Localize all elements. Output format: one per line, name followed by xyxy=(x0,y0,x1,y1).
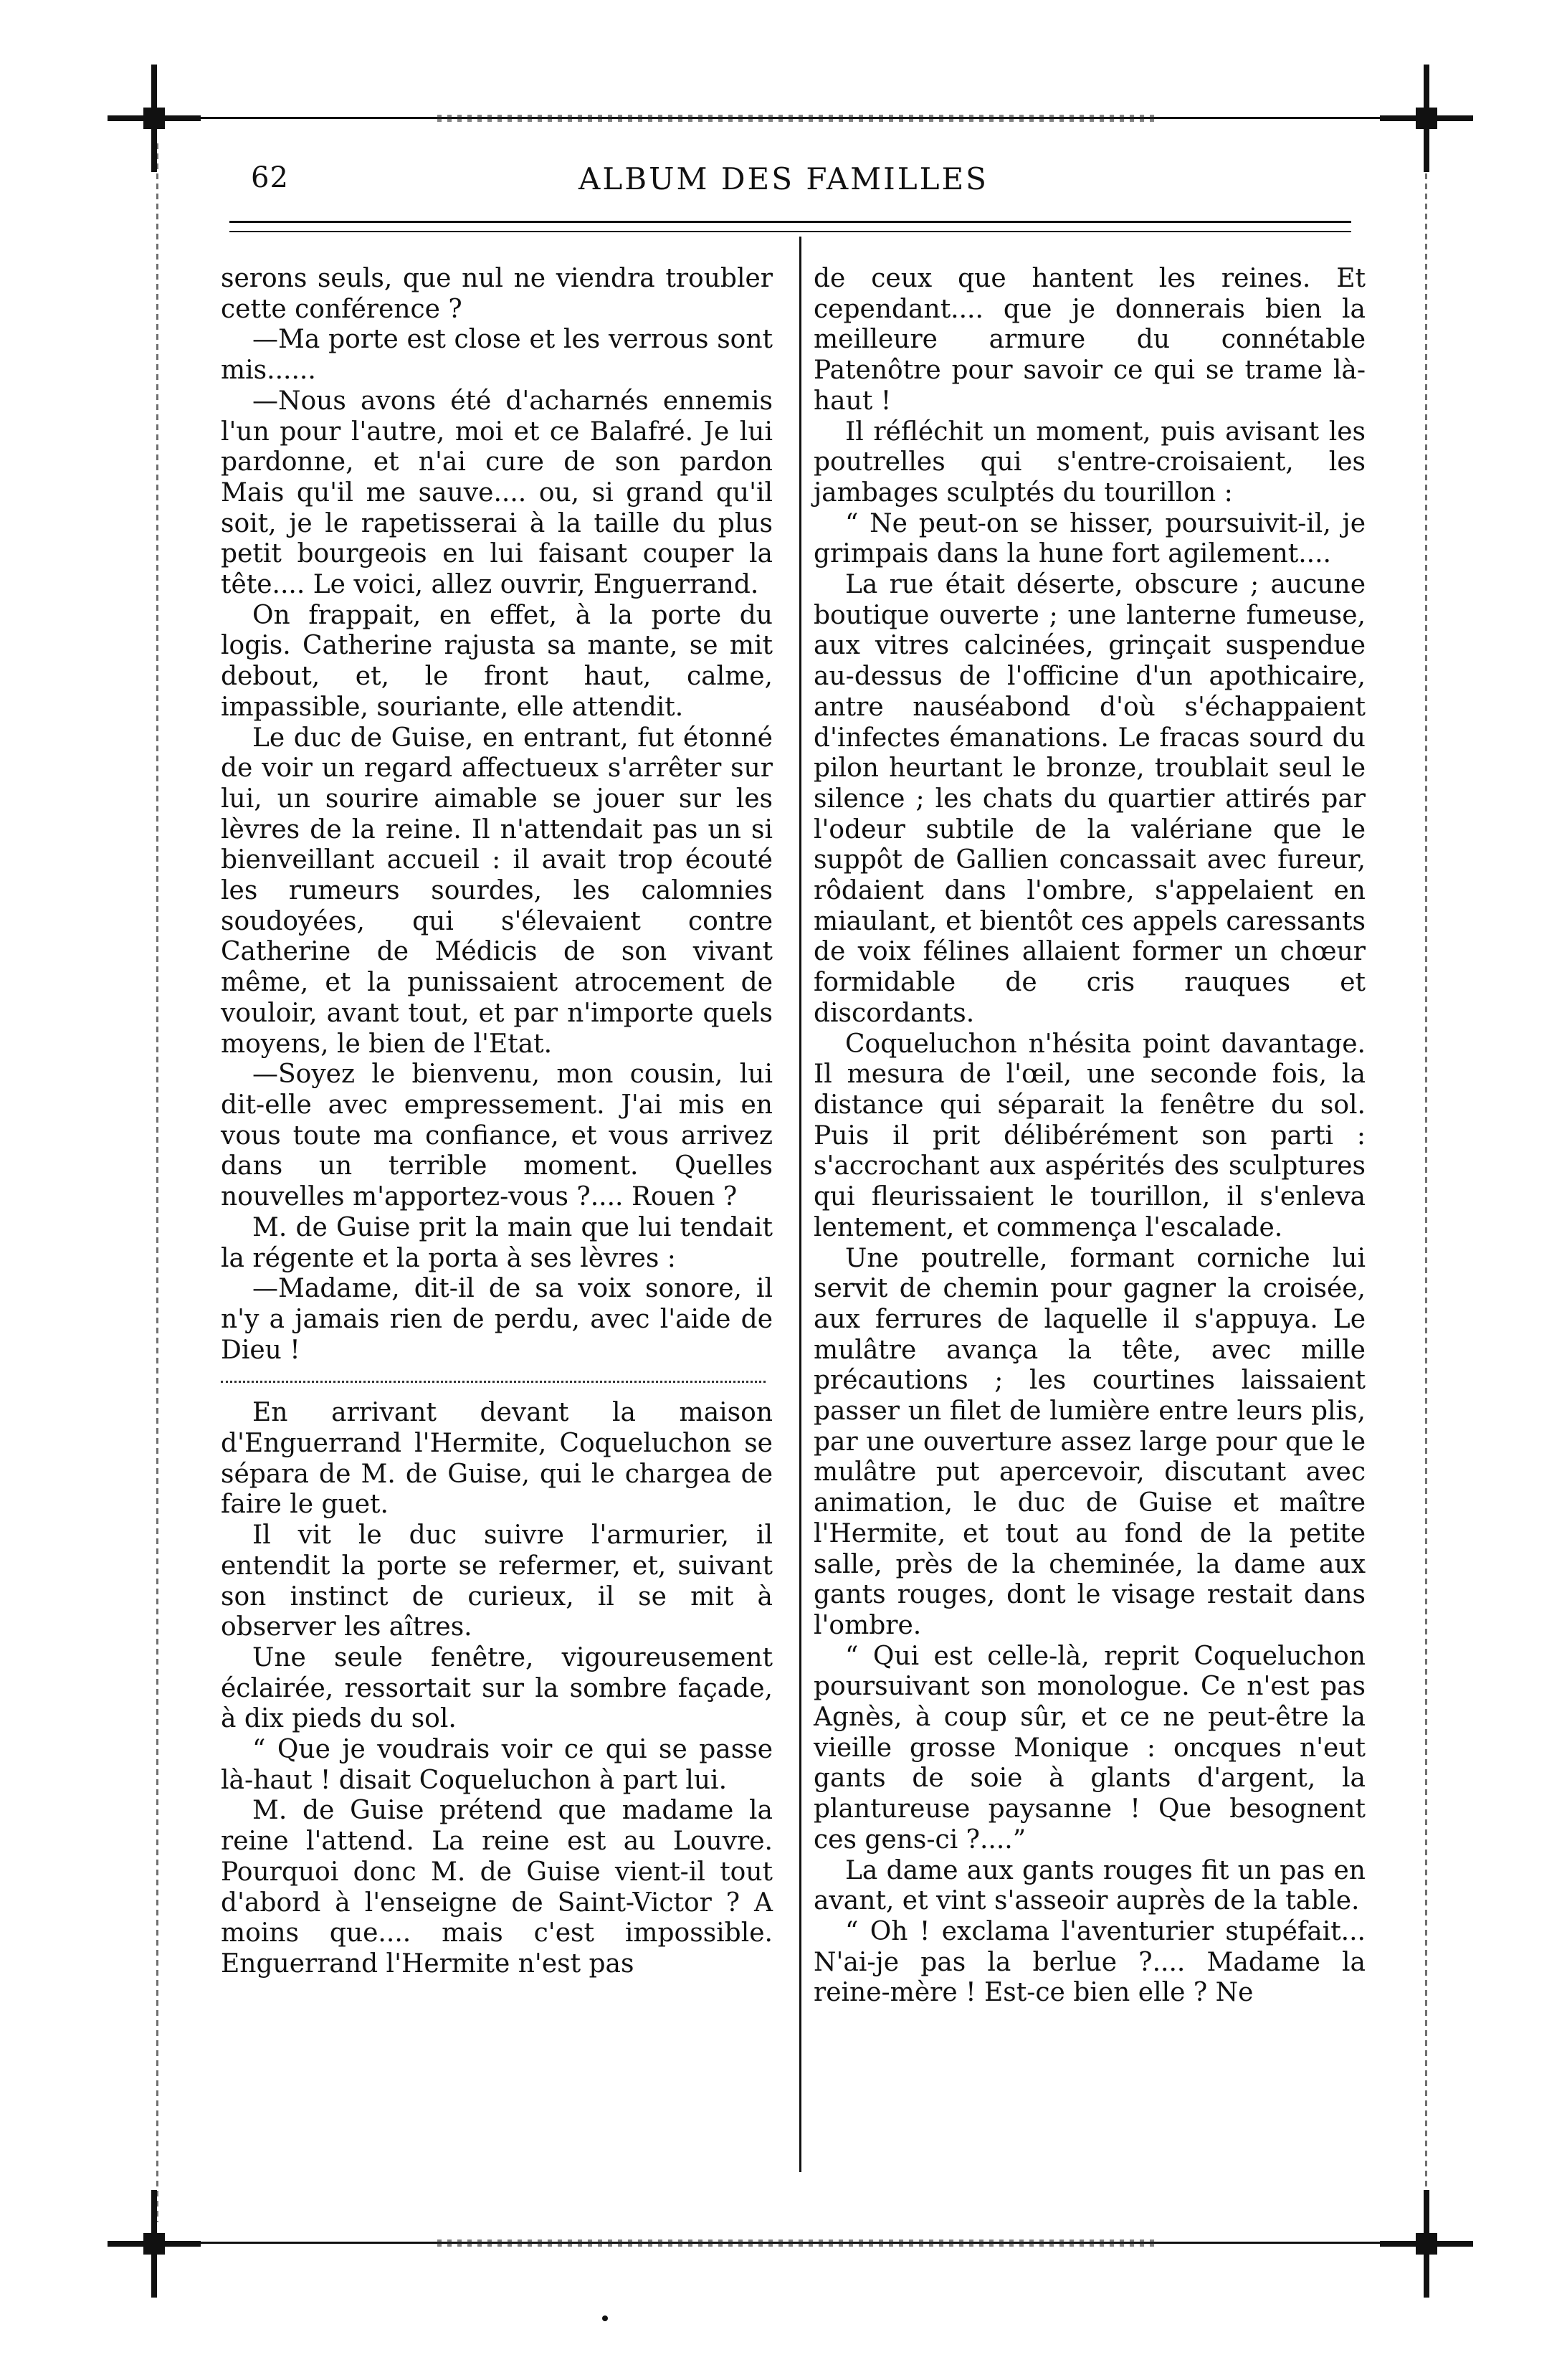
corner-cross-ornament xyxy=(108,2190,201,2298)
paragraph: —Nous avons été d'acharnés ennemis l'un pour l'autre, moi et ce Balafré. Je lui pardonne, et n'ai cure de son pardon Mais qu'il me sauve.... ou, si grand qu'il soit, je le rapetisserai à la taille du plus petit bourgeois en lui faisant couper la tête.... Le voici, allez ouvrir, Enguerrand. xyxy=(221,386,773,600)
paragraph: La rue était déserte, obscure ; aucune boutique ouverte ; une lanterne fumeuse, aux vitres calcinées, grinçait suspendue au-dessus de l'officine d'un apothicaire, antre nauséabond d'où s'échappaient d'infectes émanations. Le fracas sourd du pilon heurtant le bronze, troublait seul le silence ; les chats du quartier attirés par l'odeur subtile de la valériane que le suppôt de Gallien concassait avec fureur, rôdaient dans l'ombre, s'appelaient en miaulant, et bientôt ces appels caressants de voix félines allaient former un chœur formidable de cris rauques et discordants. xyxy=(814,570,1366,1028)
paragraph: M. de Guise prétend que madame la reine l'attend. La reine est au Louvre. Pourquoi donc M. de Guise vient-il tout d'abord à l'enseigne de Saint-Victor ? A moins que.... mais c'est impossible. Enguerrand l'Hermite n'est pas xyxy=(221,1796,773,1979)
corner-cross-ornament xyxy=(1380,2190,1473,2298)
top-border-ornament xyxy=(108,115,1462,122)
paragraph: serons seuls, que nul ne viendra troubler cette conférence ? xyxy=(221,264,773,324)
paragraph: La dame aux gants rouges fit un pas en avant, et vint s'asseoir auprès de la table. xyxy=(814,1855,1366,1916)
running-title: ALBUM DES FAMILLES xyxy=(578,161,989,196)
paragraph: En arrivant devant la maison d'Enguerrand l'Hermite, Coqueluchon se sépara de M. de Guise, qui le chargea de faire le guet. xyxy=(221,1398,773,1520)
paragraph: Une seule fenêtre, vigoureusement éclairée, ressortait sur la sombre façade, à dix pieds du sol. xyxy=(221,1642,773,1734)
paragraph: “ Ne peut-on se hisser, poursuivit-il, je grimpais dans la hune fort agilement.... xyxy=(814,508,1366,569)
left-border-ornament xyxy=(154,143,160,2222)
paragraph: de ceux que hantent les reines. Et cependant.... que je donnerais bien la meilleure armure du connétable Patenôtre pour savoir ce qui se trame là-haut ! xyxy=(814,264,1366,416)
section-break-dots xyxy=(221,1366,766,1383)
paragraph: —Ma porte est close et les verrous sont mis...... xyxy=(221,325,773,386)
paragraph: Il vit le duc suivre l'armurier, il entendit la porte se refermer, et, suivant son instinct de curieux, il se mit à observer les aîtres. xyxy=(221,1520,773,1642)
paragraph: M. de Guise prit la main que lui tendait la régente et la porta à ses lèvres : xyxy=(221,1212,773,1273)
paragraph: Coqueluchon n'hésita point davantage. Il mesura de l'œil, une seconde fois, la distance qui séparait la fenêtre du sol. Puis il prit délibérément son parti : s'accrochant aux aspérités des sculptures qui fleurissaient le tourillon, il s'enleva lentement, et commença l'escalade. xyxy=(814,1029,1366,1242)
header-rule xyxy=(229,231,1351,232)
right-border-ornament xyxy=(1423,143,1429,2222)
paragraph: —Soyez le bienvenu, mon cousin, lui dit-elle avec empressement. J'ai mis en vous toute ma confiance, et vous arrivez dans un terrible moment. Quelles nouvelles m'apportez-vous ?.... Rouen ? xyxy=(221,1060,773,1212)
paragraph: Il réfléchit un moment, puis avisant les poutrelles qui s'entre-croisaient, les jambages sculptés du tourillon : xyxy=(814,416,1366,508)
bottom-border-ornament xyxy=(108,2239,1462,2247)
paragraph: Le duc de Guise, en entrant, fut étonné de voir un regard affectueux s'arrêter sur lui, un sourire aimable se jouer sur les lèvres de la reine. Il n'attendait pas un si bienveillant accueil : il avait trop écouté les rumeurs sourdes, les calomnies soudoyées, qui s'élevaient contre Catherine de Médicis de son vivant même, et la punissaient atrocement de vouloir, avant tout, et par n'importe quels moyens, le bien de l'Etat. xyxy=(221,723,773,1059)
column-divider xyxy=(799,237,801,2172)
page-number: 62 xyxy=(251,161,289,194)
corner-cross-ornament xyxy=(1380,65,1473,172)
corner-cross-ornament xyxy=(108,65,201,172)
footer-dot xyxy=(602,2315,608,2321)
left-column xyxy=(221,264,773,1980)
header-rule xyxy=(229,221,1351,223)
paragraph: Une poutrelle, formant corniche lui servit de chemin pour gagner la croisée, aux ferrures de laquelle il s'appuya. Le mulâtre avança la tête, avec mille précautions ; les courtines laissaient passer un filet de lumière entre leurs plis, par une ouverture assez large pour que le mulâtre put apercevoir, discutant avec animation, le duc de Guise et maître l'Hermite, et tout au fond de la petite salle, près de la cheminée, la dame aux gants rouges, dont le visage restait dans l'ombre. xyxy=(814,1243,1366,1640)
right-column xyxy=(814,264,1366,2009)
paragraph: On frappait, en effet, à la porte du logis. Catherine rajusta sa mante, se mit debout, et, le front haut, calme, impassible, souriante, elle attendit. xyxy=(221,600,773,722)
paragraph: —Madame, dit-il de sa voix sonore, il n'y a jamais rien de perdu, avec l'aide de Dieu ! xyxy=(221,1274,773,1365)
paragraph: “ Oh ! exclama l'aventurier stupéfait... N'ai-je pas la berlue ?.... Madame la reine-mère ! Est-ce bien elle ? Ne xyxy=(814,1916,1366,2008)
paragraph: “ Que je voudrais voir ce qui se passe là-haut ! disait Coqueluchon à part lui. xyxy=(221,1735,773,1795)
paragraph: “ Qui est celle-là, reprit Coqueluchon poursuivant son monologue. Ce n'est pas Agnès, à coup sûr, et ce ne peut-être la vieille grosse Monique : oncques n'eut gants de soie à glants d'argent, la plantureuse paysanne ! Que besognent ces gens-ci ?....” xyxy=(814,1641,1366,1855)
